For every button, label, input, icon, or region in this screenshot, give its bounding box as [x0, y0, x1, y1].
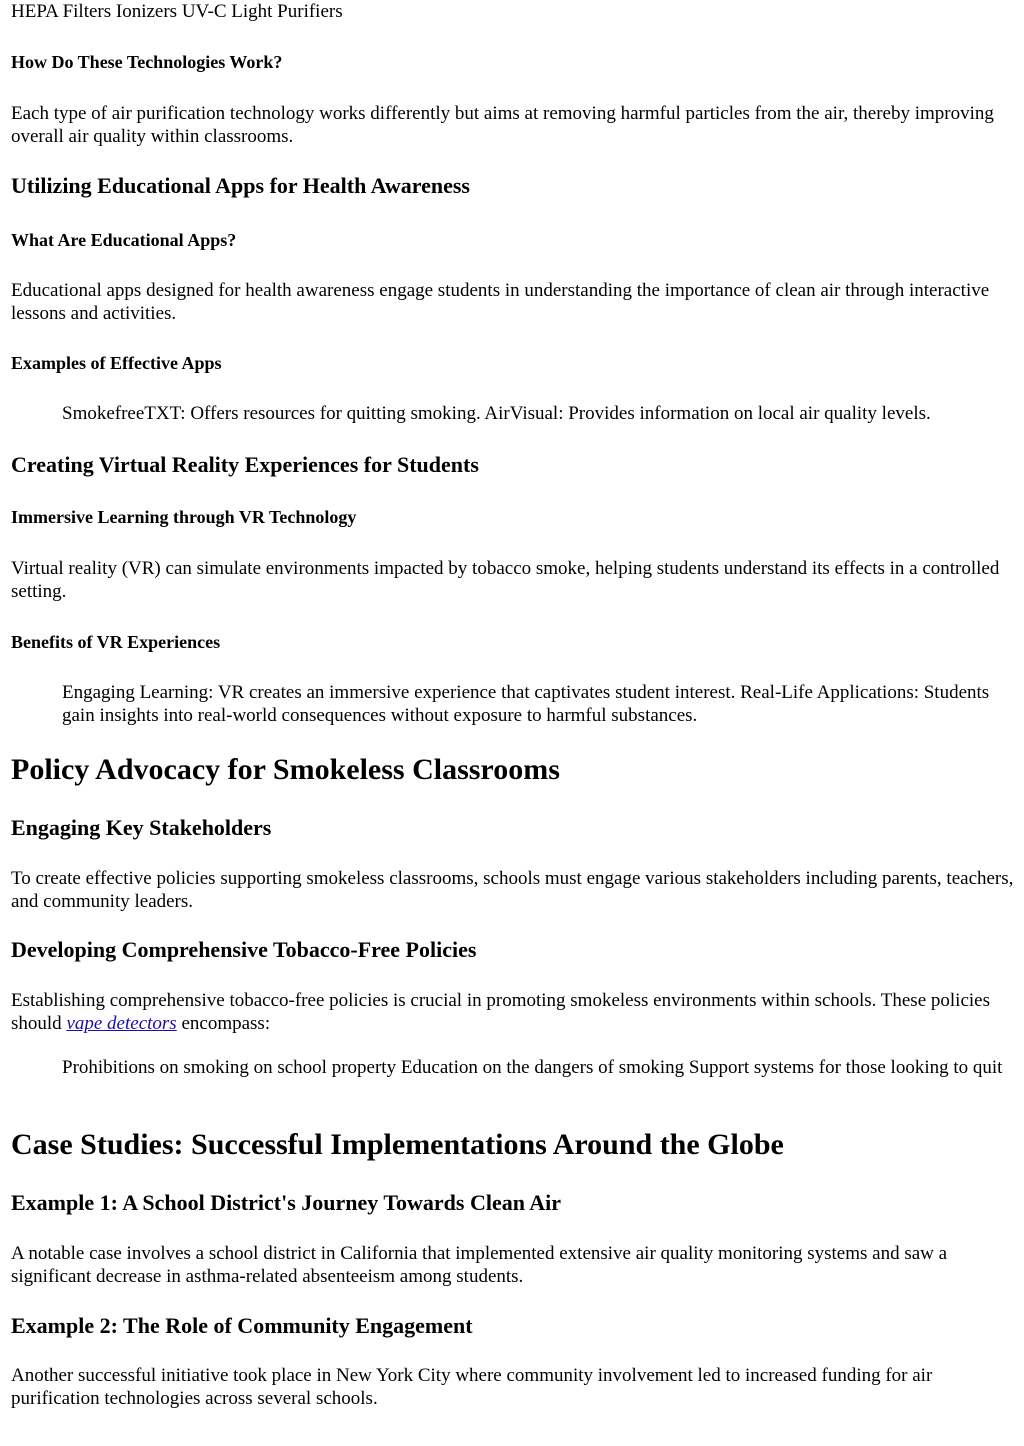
what-apps-paragraph: Educational apps designed for health awareness engage students in understanding the importance of clean air through interactive lessons and activities. [11, 280, 990, 324]
apps-section-heading: Utilizing Educational Apps for Health Awareness [11, 173, 470, 198]
benefits-vr-heading: Benefits of VR Experiences [11, 632, 221, 652]
policy-provisions-list: Prohibitions on smoking on school property Education on the dangers of smoking Support systems for those looking to quit [62, 1057, 1003, 1078]
developing-policies-paragraph [11, 989, 1018, 1035]
intro-list-text: HEPA Filters Ionizers UV-C Light Purifiers [11, 1, 343, 22]
examples-apps-list: SmokefreeTXT: Offers resources for quitting smoking. AirVisual: Provides information on local air quality levels. [62, 403, 931, 424]
vape-detectors-link[interactable]: vape detectors [66, 1013, 177, 1034]
policy-section-heading: Policy Advocacy for Smokeless Classrooms [11, 753, 560, 786]
developing-text-after: encompass: [176, 1013, 271, 1034]
stakeholders-heading: Engaging Key Stakeholders [11, 815, 272, 840]
examples-apps-heading: Examples of Effective Apps [11, 353, 222, 373]
vr-section-heading: Creating Virtual Reality Experiences for Students [11, 452, 479, 477]
stakeholders-paragraph: To create effective policies supporting smokeless classrooms, schools must engage various stakeholders including parents, teachers, and community leaders. [11, 868, 1014, 912]
how-work-heading: How Do These Technologies Work? [11, 52, 283, 72]
developing-policies-heading: Developing Comprehensive Tobacco-Free Policies [11, 937, 477, 962]
what-apps-heading: What Are Educational Apps? [11, 230, 237, 250]
case-studies-heading: Case Studies: Successful Implementations Around the Globe [11, 1128, 784, 1161]
immersive-vr-heading: Immersive Learning through VR Technology [11, 507, 357, 527]
immersive-vr-paragraph: Virtual reality (VR) can simulate environments impacted by tobacco smoke, helping students understand its effects in a controlled setting. [11, 558, 1000, 602]
developing-text-before: Establishing comprehensive tobacco-free policies is crucial in promoting smokeless environments within schools. These policies should [11, 990, 990, 1034]
example1-paragraph: A notable case involves a school district in California that implemented extensive air quality monitoring systems and saw a significant decrease in asthma-related absenteeism among students. [11, 1243, 948, 1287]
benefits-vr-list: Engaging Learning: VR creates an immersive experience that captivates student interest. Real-Life Applications: Students gain insights into real-world consequences without exposure to harmful substances. [62, 682, 990, 726]
example2-heading: Example 2: The Role of Community Engagement [11, 1313, 473, 1338]
how-work-paragraph: Each type of air purification technology works differently but aims at removing harmful particles from the air, thereby improving overall air quality within classrooms. [11, 103, 994, 147]
example2-paragraph: Another successful initiative took place in New York City where community involvement led to increased funding for air purification technologies across several schools. [11, 1365, 933, 1409]
example1-heading: Example 1: A School District's Journey Towards Clean Air [11, 1190, 562, 1215]
